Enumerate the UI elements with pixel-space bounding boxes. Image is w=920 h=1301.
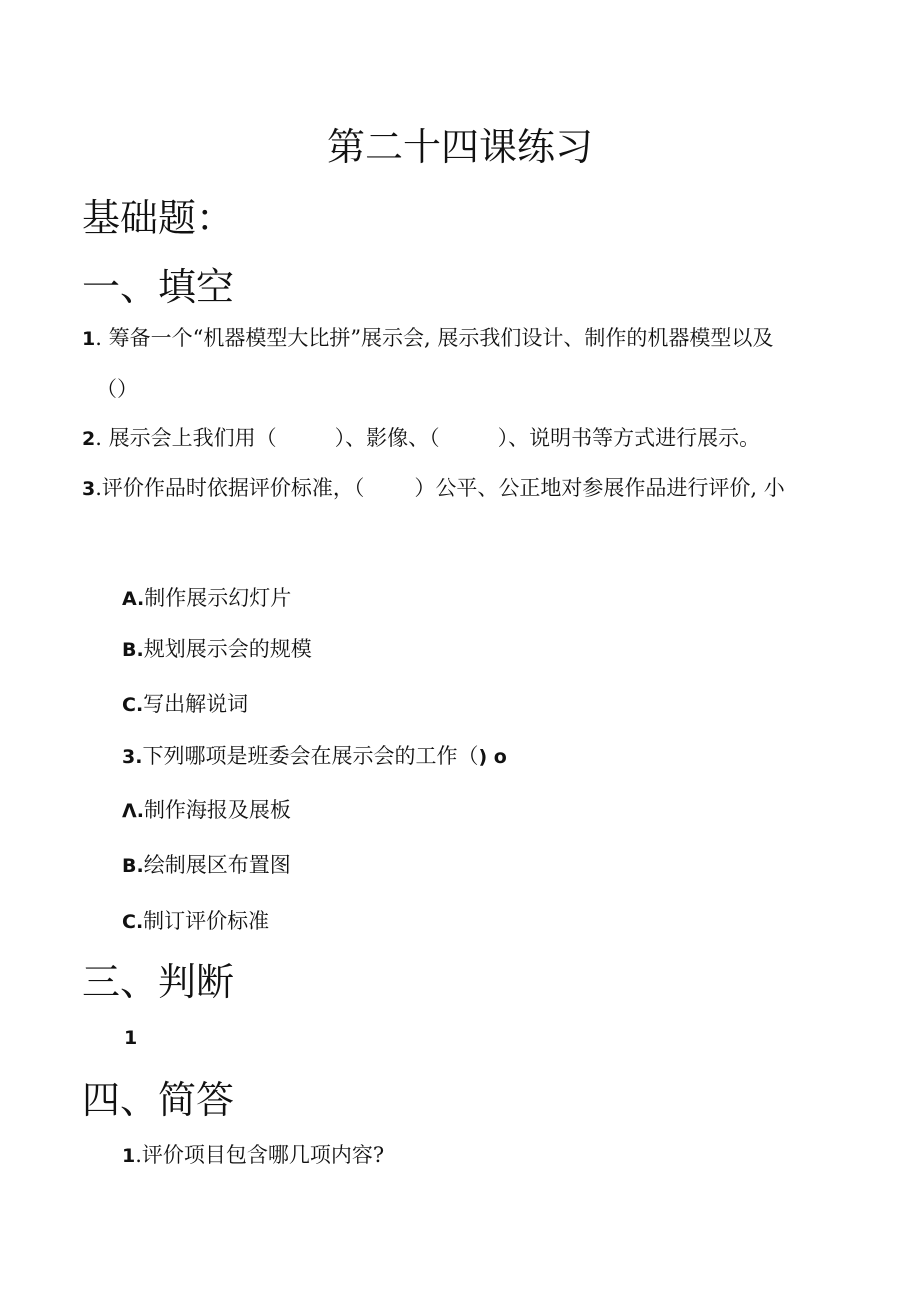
question-2-text-a: . 展示会上我们用（ (95, 426, 277, 450)
question-2-text-b: ）、影像、（ (334, 426, 440, 450)
page-title: 第二十四课练习 (326, 125, 593, 169)
option-letter: C. (122, 911, 144, 933)
section-short-answer-heading: 四、简答 (82, 1078, 235, 1122)
option-text: 制订评价标准 (143, 909, 270, 933)
question-2-number: 2 (82, 428, 96, 450)
basic-heading: 基础题： (82, 196, 235, 240)
option-text: 写出解说词 (143, 692, 249, 716)
option-letter: B. (122, 639, 144, 661)
option-c-1 (122, 689, 248, 720)
option-text: 绘制展区布置图 (143, 853, 291, 877)
judge-item-1 (124, 1022, 137, 1053)
question-3 (82, 473, 785, 504)
multiple-choice-3-number: 3. (122, 746, 143, 768)
question-1-continuation: （） (96, 377, 138, 401)
question-2 (82, 423, 760, 454)
question-2-text-c: ）、说明书等方式进行展示。 (497, 426, 761, 450)
option-b-1 (122, 634, 312, 665)
option-letter: A. (122, 588, 145, 610)
option-c-2 (122, 906, 269, 937)
multiple-choice-3 (122, 741, 507, 772)
short-answer-1 (122, 1140, 384, 1171)
short-answer-1-text: .评价项目包含哪几项内容? (135, 1143, 385, 1167)
option-b-2 (122, 850, 291, 881)
question-1-text: . 筹备一个“机器模型大比拼”展示会, 展示我们设计、制作的机器模型以及 (95, 326, 774, 350)
option-a-1 (122, 583, 291, 614)
question-3-number: 3 (82, 478, 96, 500)
section-judge-heading: 三、判断 (82, 960, 235, 1004)
option-text: 制作海报及展板 (143, 798, 291, 822)
option-letter: B. (122, 855, 144, 877)
option-a-2 (122, 795, 291, 826)
multiple-choice-3-text: 下列哪项是班委会在展示会的工作（ (142, 744, 479, 768)
question-1 (82, 323, 773, 354)
judge-item-number: 1 (124, 1027, 138, 1049)
multiple-choice-3-end: ) o (478, 746, 507, 768)
question-3-text-b: ）公平、公正地对参展作品进行评价, 小 (414, 476, 785, 500)
option-letter: C. (122, 694, 144, 716)
option-letter: Λ. (122, 800, 144, 822)
option-text: 规划展示会的规模 (143, 637, 312, 661)
short-answer-1-number: 1 (122, 1145, 136, 1167)
section-fill-heading: 一、填空 (82, 265, 235, 309)
question-3-text-a: .评价作品时依据评价标准，（ (95, 476, 365, 500)
question-1-number: 1 (82, 328, 96, 350)
option-text: 制作展示幻灯片 (144, 586, 292, 610)
